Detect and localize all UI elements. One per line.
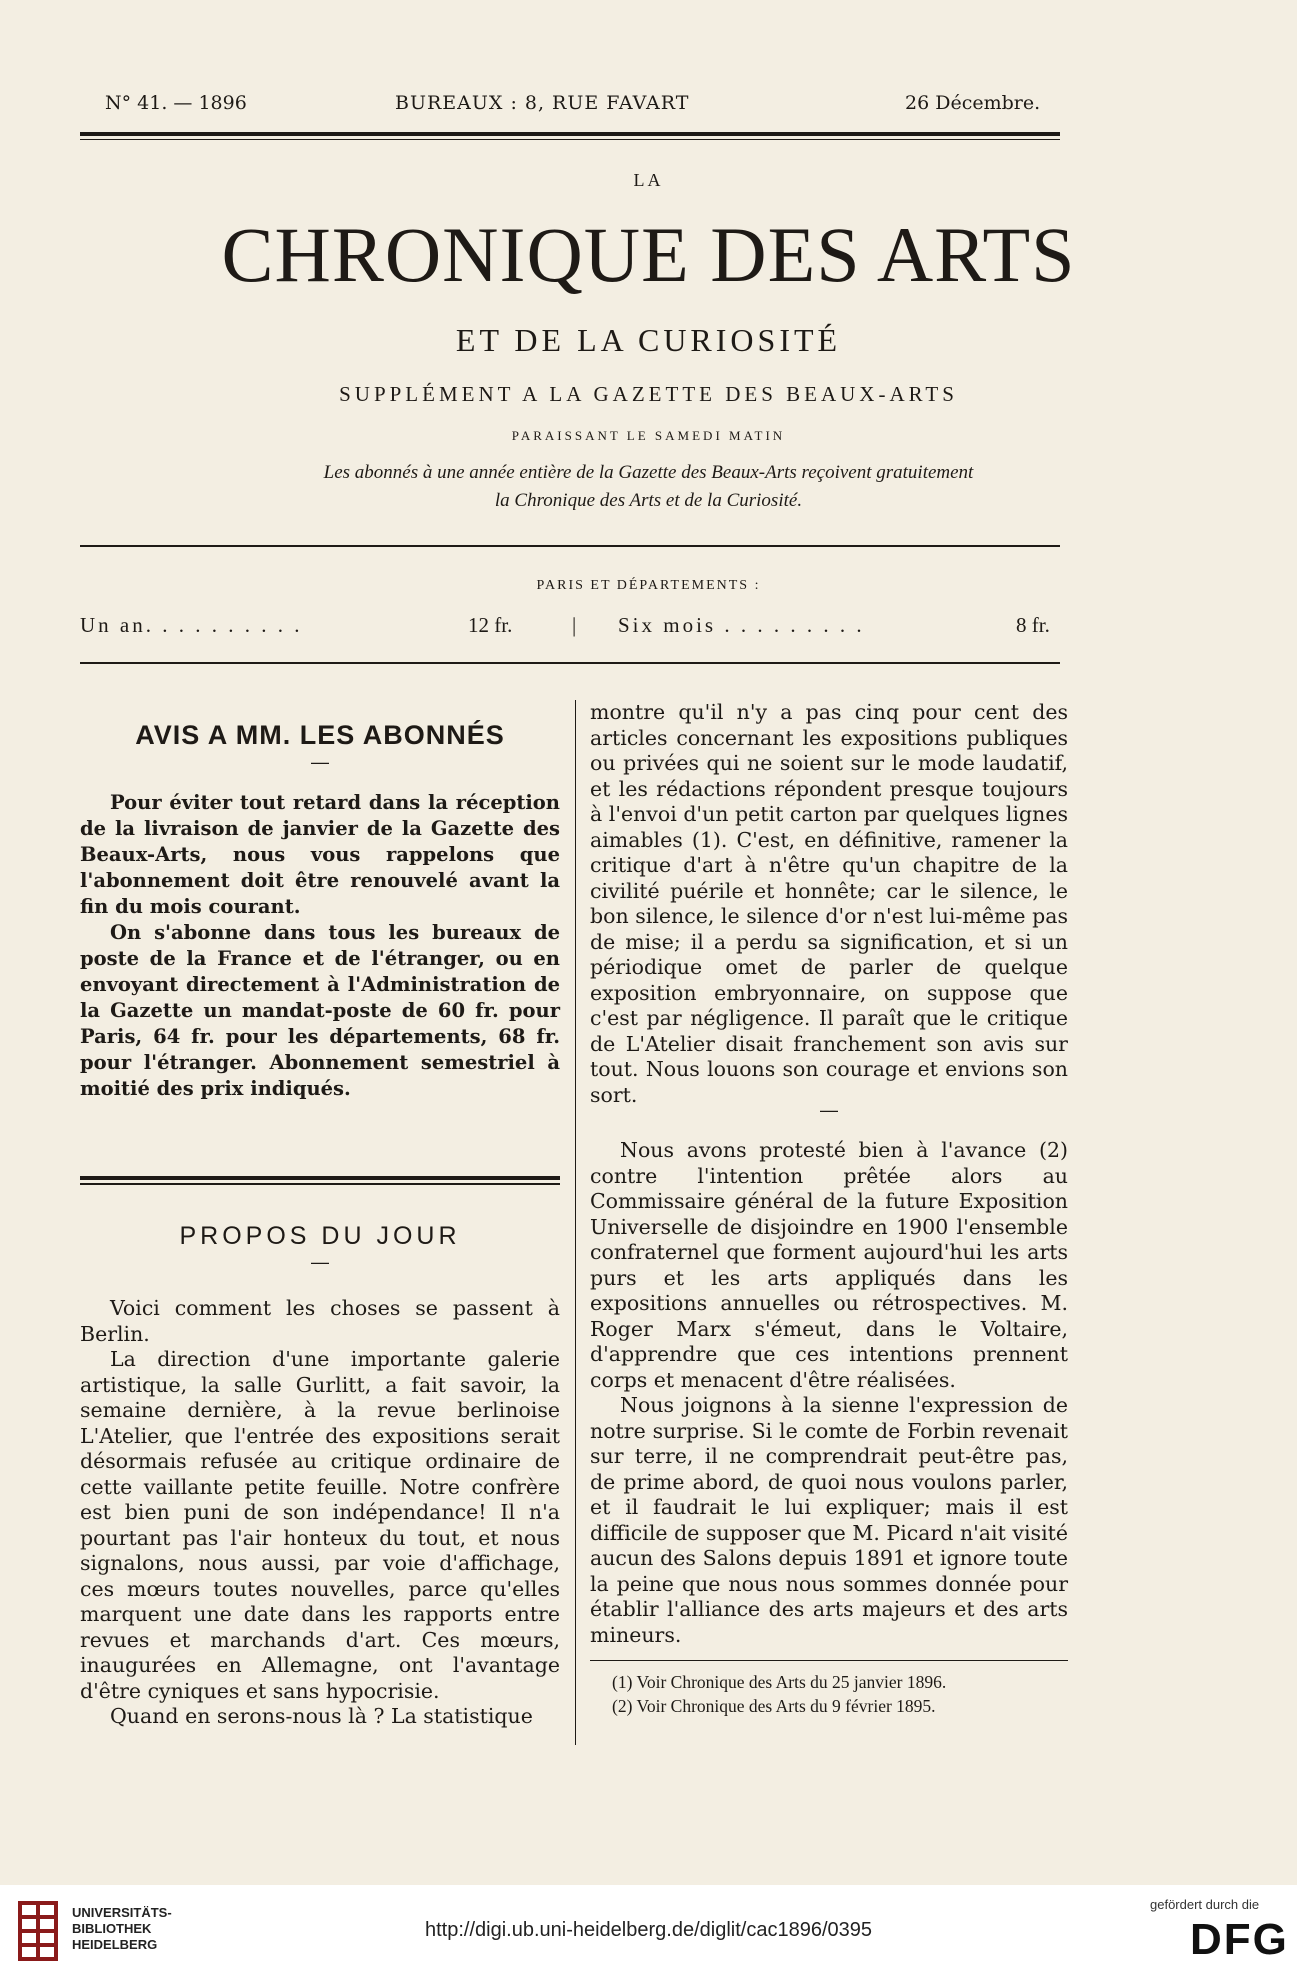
issue-number: N° 41. — 1896 [105,92,247,114]
year-label: Un an. . . . . . . . . . [80,613,303,637]
library-line-2: BIBLIOTHEK [72,1921,152,1936]
header-rule [80,132,1060,136]
masthead-la: LA [633,170,664,190]
right-paragraph-3: Nous joignons à la sienne l'expression de notre surprise. Si le comte de Forbin revenait sur terre, il ne comprendrait peut-être pas, de prime abord, de quoi nous voulons parler, et il faudrait le lui expliquer; mais il est difficile de supposer que M. Picard n'ait visité aucun des Salons depuis 1891 et ignore toute la peine que nous nous sommes donnée pour établir l'alliance des arts majeurs et des arts mineurs. [590,1393,1068,1647]
propos-paragraph-2: La direction d'une importante galerie artistique, la salle Gurlitt, a fait savoir, la semaine dernière, à la revue berlinoise L'Atelier, que l'entrée des expositions serait désormais refusée au critique ordinaire de cette vaillante petite feuille. Notre confrère est bien puni de son indépendance! Il n'a pourtant pas l'air honteux du tout, et nous signalons, nous aussi, par voie d'affichage, ces mœurs toutes nouvelles, parce qu'elles marquent une date dans les rapports entre revues et marchands d'art. Ces mœurs, inaugurées en Allemagne, ont l'avantage d'être cyniques et sans hypocrisie. [80,1347,560,1703]
avis-title: AVIS A MM. LES ABONNÉS [135,720,505,750]
library-line-1: UNIVERSITÄTS- [72,1905,172,1920]
source-url[interactable]: http://digi.ub.uni-heidelberg.de/diglit/cac1896/0395 [425,1919,872,1941]
right-dash: — [820,1100,838,1120]
six-months-label: Six mois . . . . . . . . . [618,613,865,637]
digitization-footer [0,1885,1297,1980]
masthead-notice-1: Les abonnés à une année entière de la Gazette des Beaux-Arts reçoivent gratuitement [323,462,974,483]
subscription-row [80,613,1060,643]
footnote-1: (1) Voir Chronique des Arts du 25 janvier 1896. [612,1672,947,1692]
masthead-supplement: SUPPLÉMENT A LA GAZETTE DES BEAUX-ARTS [339,382,958,406]
price-separator: | [572,613,577,637]
masthead-subtitle: ET DE LA CURIOSITÉ [455,322,842,358]
avis-rule [80,1176,560,1180]
footnote-2: (2) Voir Chronique des Arts du 9 février 1895. [612,1696,936,1716]
issue-date: 26 Décembre. [905,92,1041,114]
propos-body [80,1296,560,1730]
avis-paragraph-1: Pour éviter tout retard dans la réception de la livraison de janvier de la Gazette des Beaux-Arts, nous vous rappelons que l'abonnement doit être renouvelé avant la fin du mois courant. [80,791,560,918]
six-months-price: 8 fr. [1016,613,1050,637]
masthead-title: CHRONIQUE DES ARTS [221,211,1076,298]
subscription-rule [80,662,1060,664]
propos-title: PROPOS DU JOUR [179,1222,461,1250]
propos-dash: — [311,1252,329,1272]
masthead-rule [80,545,1060,547]
funded-by: gefördert durch die [1150,1897,1260,1912]
masthead-notice-2: la Chronique des Arts et de la Curiosité. [494,490,803,511]
library-line-3: HEIDELBERG [72,1937,158,1952]
avis-paragraph-2: On s'abonne dans tous les bureaux de poste de la France et de l'étranger, ou en envoyant directement à l'Administration de la Gazette un mandat-poste de 60 fr. pour Paris, 64 fr. pour les départements, 68 fr. pour l'étranger. Abonnement semestriel à moitié des prix indiqués. [80,921,560,1100]
year-price: 12 fr. [468,613,513,637]
propos-paragraph-1: Voici comment les choses se passent à Berlin. [80,1296,560,1346]
dfg-logo: DFG [1190,1915,1289,1964]
masthead-frequency: PARAISSANT LE SAMEDI MATIN [511,428,786,443]
right-column-bottom [590,1138,1068,1648]
footnote-rule [590,1660,1068,1661]
right-paragraph-1: montre qu'il n'y a pas cinq pour cent des articles concernant les expositions publiques ou privées qui ne soient sur le mode laudatif, et les rédactions répondent presque toujours à l'envoi d'un petit carton par quelques lignes aimables (1). C'est, en définitive, ramener la critique d'art à n'être qu'un chapitre de la civilité puérile et honnête; car le silence, le bon silence, le silence d'or n'est lui-même pas de mise; il a perdu sa signification, et si un périodique omet de parler de quelque exposition embryonnaire, on suppose que c'est par négligence. Il paraît que le critique de L'Atelier disait franchement son avis sur tout. Nous louons son courage et envions son sort. [590,700,1068,1107]
bureaux-address: BUREAUX : 8, RUE FAVART [395,92,690,114]
avis-rule-thin [80,1183,560,1185]
avis-dash: — [311,752,329,772]
right-column-top [590,700,1068,1108]
right-paragraph-2: Nous avons protesté bien à l'avance (2) contre l'intention prêtée alors au Commissaire général de la future Exposition Universelle de disjoindre en 1900 l'ensemble confraternel que forment aujourd'hui les arts purs et les arts appliqués dans les expositions annuelles ou rétrospectives. M. Roger Marx s'émeut, dans le Voltaire, d'apprendre que ces intentions prennent corps et menacent d'être réalisées. [590,1138,1068,1392]
avis-body [80,790,560,1102]
propos-paragraph-3: Quand en serons-nous là ? La statistique [110,1704,533,1728]
header-rule-thin [80,139,1060,140]
subscription-heading: PARIS ET DÉPARTEMENTS : [536,578,761,593]
column-divider [575,700,576,1745]
